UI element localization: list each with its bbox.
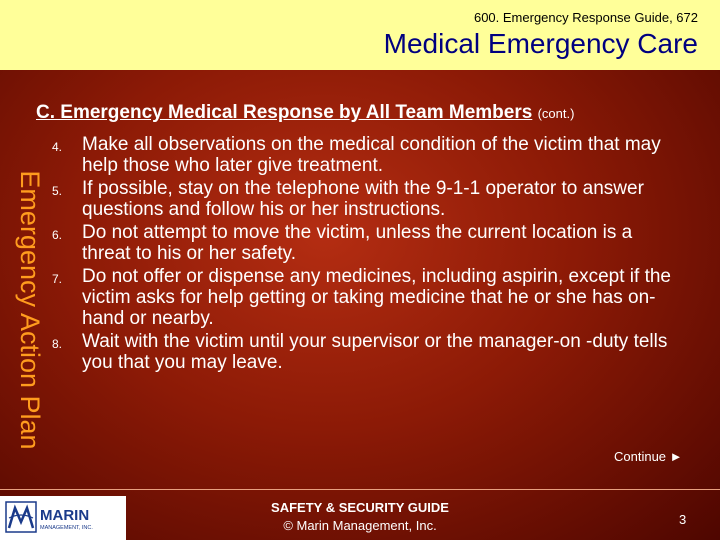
list-item <box>52 266 682 329</box>
list-item-text: Do not attempt to move the victim, unless the current location is a threat to his or her safety. <box>82 222 633 264</box>
continue-link[interactable]: Continue ► <box>614 449 683 464</box>
list-item-number: 6. <box>52 228 63 242</box>
section-heading <box>36 102 574 124</box>
list-item-text: Do not offer or dispense any medicines, including aspirin, except if the victim asks for help getting or taking medicine that he or she has on-hand or nearby. <box>82 266 671 329</box>
footer-info <box>220 500 500 533</box>
logo-text: MARIN <box>40 507 90 524</box>
list-item <box>52 178 682 220</box>
list-item-number: 8. <box>52 337 63 351</box>
marin-logo-icon <box>0 496 126 540</box>
list-item-number: 4. <box>52 140 63 154</box>
instruction-list <box>52 134 682 375</box>
side-label: Emergency Action Plan <box>15 170 45 450</box>
page-title: Medical Emergency Care <box>383 28 698 59</box>
header-bar <box>0 0 720 70</box>
list-item <box>52 134 682 176</box>
list-item <box>52 222 682 264</box>
company-logo <box>0 496 126 540</box>
list-item-number: 7. <box>52 272 63 286</box>
list-item-text: Wait with the victim until your supervisor or the manager-on -duty tells you that you may leave. <box>82 331 668 373</box>
section-heading-text: C. Emergency Medical Response by All Team Members <box>36 102 533 123</box>
footer-copyright: © Marin Management, Inc. <box>283 518 437 533</box>
footer-guide-title: SAFETY & SECURITY GUIDE <box>271 500 449 515</box>
list-item-text: Make all observations on the medical condition of the victim that may help those who later give treatment. <box>82 134 661 176</box>
list-item-text: If possible, stay on the telephone with the 9-1-1 operator to answer questions and follow his or her instructions. <box>82 178 644 220</box>
footer-divider <box>0 489 720 490</box>
list-item-number: 5. <box>52 184 63 198</box>
page-number: 3 <box>679 512 687 527</box>
section-heading-suffix: (cont.) <box>537 106 575 121</box>
document-reference: 600. Emergency Response Guide, 672 <box>473 10 698 25</box>
list-item <box>52 331 682 373</box>
logo-subtext: MANAGEMENT, INC. <box>40 525 93 531</box>
